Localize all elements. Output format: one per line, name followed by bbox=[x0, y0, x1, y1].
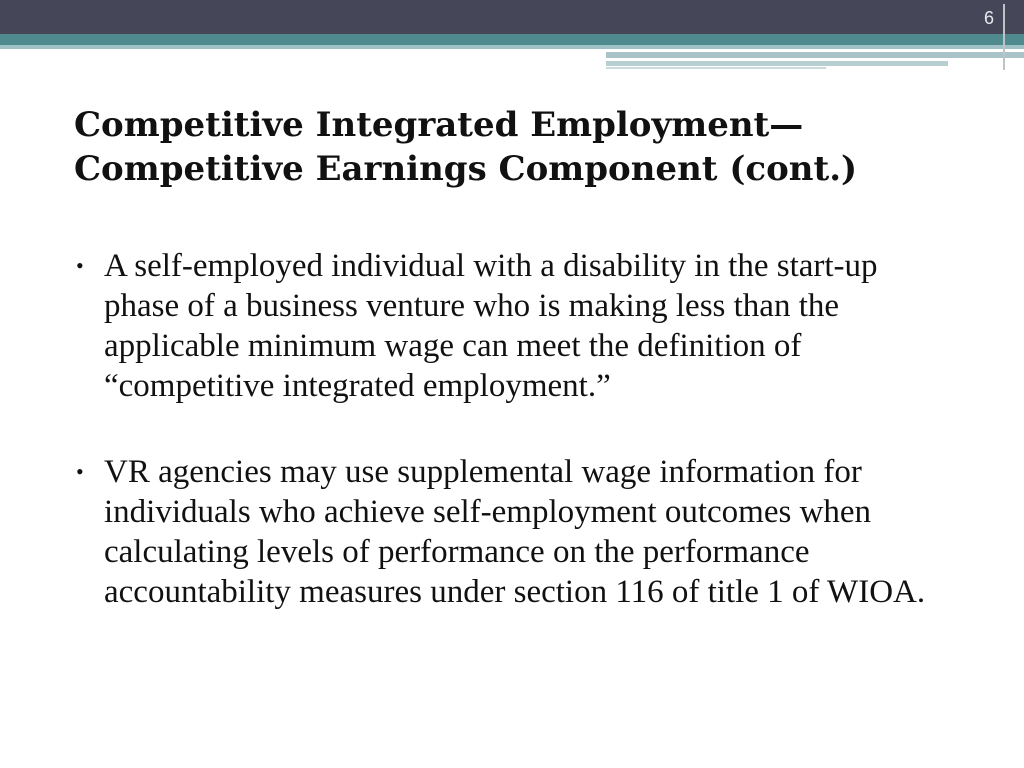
accent-bar-light bbox=[0, 45, 1024, 49]
frame-line bbox=[1003, 4, 1005, 70]
accent-line bbox=[606, 67, 826, 69]
accent-bar bbox=[0, 34, 1024, 45]
bullet-text: VR agencies may use supplemental wage information for individuals who achieve self-employment outcomes when calculating levels of performance on the performance accountability measures under section 116 of title 1 of WIOA. bbox=[104, 454, 926, 610]
bullet-text: A self-employed individual with a disability in the start-up phase of a business venture who is making less than the applicable minimum wage can meet the definition of “competitive integrated employment.” bbox=[104, 248, 878, 404]
header-band bbox=[0, 0, 1024, 34]
page-number: 6 bbox=[983, 8, 994, 28]
bullet-list bbox=[74, 246, 954, 658]
accent-bar-shorter bbox=[606, 61, 948, 66]
bullet-icon: • bbox=[76, 459, 84, 484]
slide-title bbox=[74, 103, 974, 191]
bullet-item bbox=[74, 452, 954, 612]
title-line-1: Competitive Integrated Employment— bbox=[74, 105, 804, 145]
title-line-2: Competitive Earnings Component (cont.) bbox=[74, 149, 858, 189]
bullet-item bbox=[74, 246, 954, 406]
bullet-icon: • bbox=[76, 253, 84, 278]
accent-bar-short bbox=[606, 52, 1024, 58]
